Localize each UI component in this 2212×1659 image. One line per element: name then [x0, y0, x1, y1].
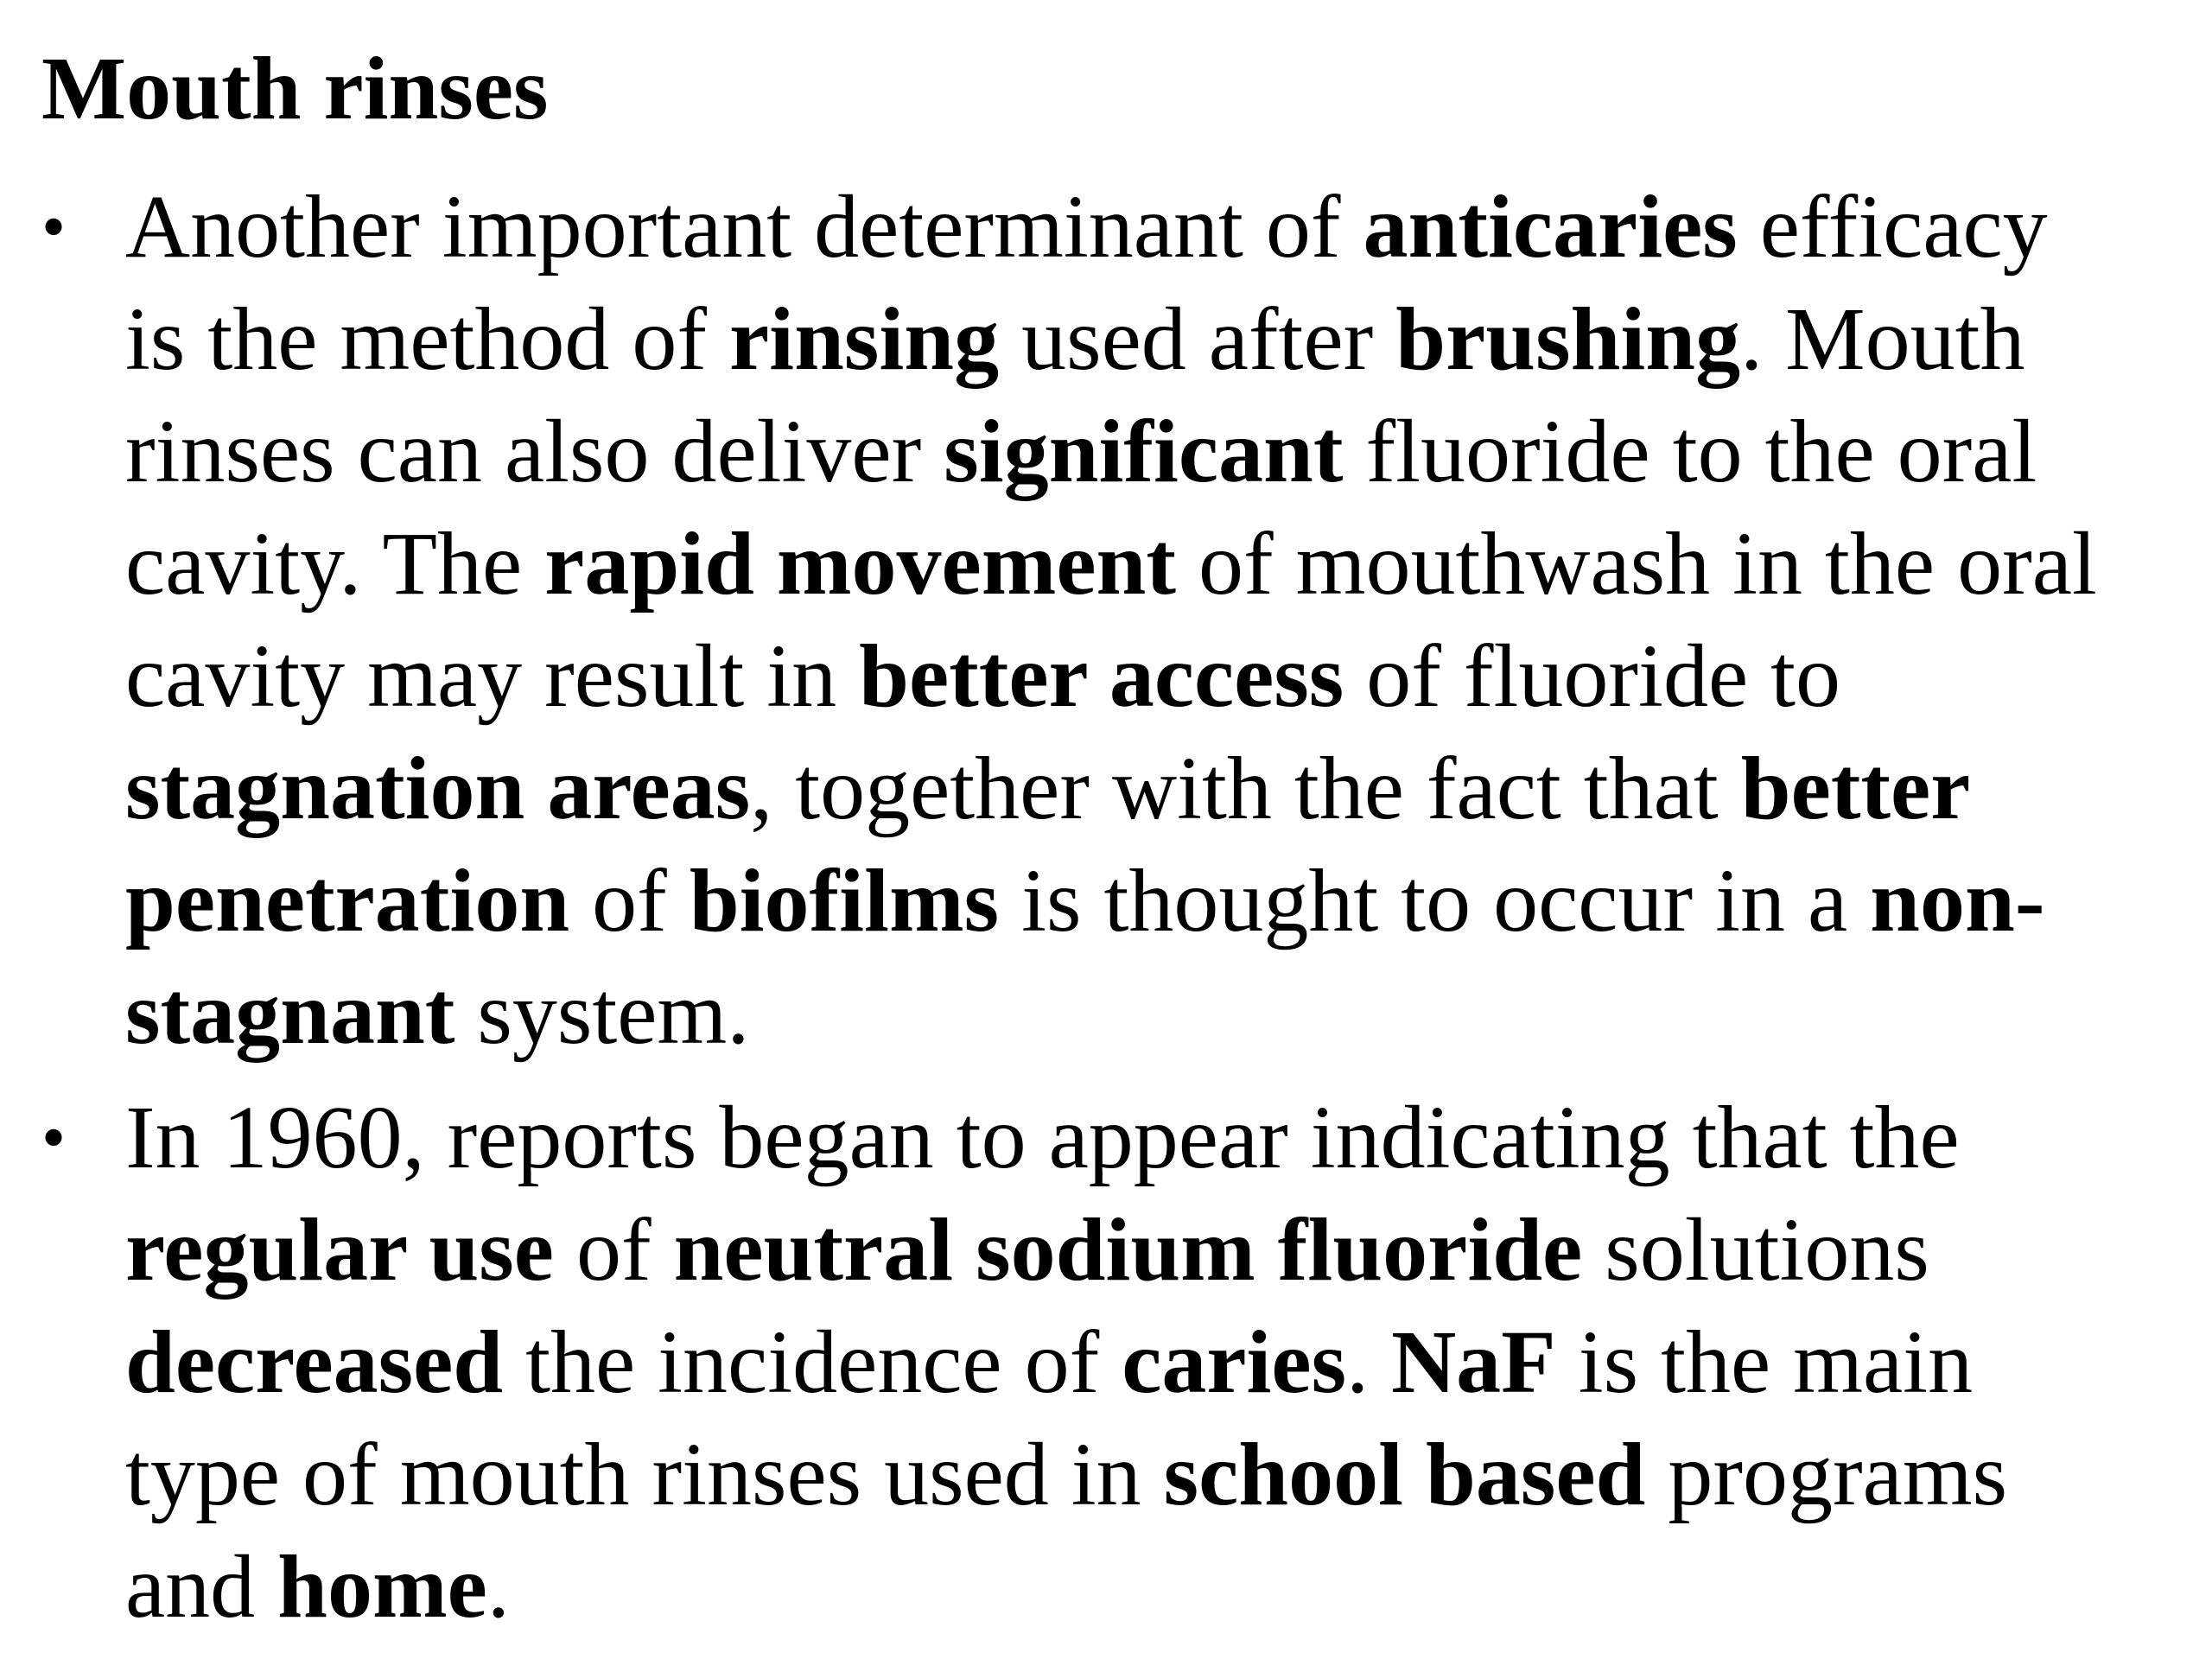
bold-term: anticaries	[1363, 177, 1738, 276]
text-line	[125, 1082, 2007, 1194]
text-run: is thought to occur in a	[999, 851, 1871, 950]
text-run: of mouthwash in the oral	[1175, 514, 2097, 613]
bullet-marker-icon: •	[41, 1100, 67, 1176]
bold-term: non-	[1870, 851, 2045, 950]
text-run: is the main	[1555, 1313, 1974, 1412]
bullet-text	[125, 1082, 2007, 1643]
slide-title: Mouth rinses	[41, 39, 549, 138]
text-line	[125, 1306, 2007, 1419]
text-run: system.	[454, 963, 750, 1063]
text-run: . Mouth	[1740, 289, 2025, 389]
bold-term: neutral sodium fluoride	[673, 1200, 1583, 1300]
bold-term: biofilms	[689, 851, 1000, 950]
bold-term: penetration	[125, 851, 570, 950]
text-run: .	[1346, 1313, 1392, 1412]
bold-term: stagnant	[125, 963, 455, 1063]
text-line	[125, 1194, 2007, 1306]
bold-term: caries	[1122, 1313, 1347, 1412]
text-line	[125, 845, 2097, 957]
text-run: used after	[999, 289, 1396, 389]
text-line	[125, 396, 2097, 508]
bold-term: rapid movement	[544, 514, 1176, 613]
bullet-text	[125, 171, 2097, 1070]
text-run: fluoride to the oral	[1343, 402, 2037, 501]
text-run: of	[553, 1200, 674, 1300]
bullet-marker-icon: •	[41, 189, 67, 265]
bold-term: brushing	[1395, 289, 1741, 389]
text-run: of fluoride to	[1344, 626, 1841, 726]
bold-term: significant	[944, 402, 1344, 501]
text-run: .	[486, 1537, 510, 1637]
bold-term: better access	[859, 626, 1344, 726]
text-run: cavity may result in	[125, 626, 860, 726]
text-line	[125, 171, 2097, 283]
text-run: of	[569, 851, 690, 950]
text-run: cavity. The	[125, 514, 545, 613]
text-run: the incidence of	[503, 1313, 1122, 1412]
text-run: Another important determinant of	[125, 177, 1363, 276]
text-run: is the method of	[125, 289, 730, 389]
text-line	[125, 733, 2097, 845]
bold-term: stagnation areas	[125, 739, 751, 838]
text-line	[125, 957, 2097, 1070]
text-line	[125, 620, 2097, 733]
bold-term: home	[277, 1537, 487, 1637]
text-run: programs	[1645, 1425, 2008, 1524]
text-run: and	[125, 1537, 278, 1637]
text-line	[125, 1419, 2007, 1531]
text-line	[125, 283, 2097, 396]
bold-term: better	[1740, 739, 1971, 838]
text-run: efficacy	[1737, 177, 2048, 276]
bold-term: regular use	[125, 1200, 554, 1300]
bold-term: decreased	[125, 1313, 504, 1412]
bold-term: NaF	[1391, 1313, 1556, 1412]
text-line	[125, 508, 2097, 620]
text-run: , together with the fact that	[750, 739, 1741, 838]
text-run: rinses can also deliver	[125, 402, 944, 501]
text-run: In 1960, reports began to appear indicating that the	[125, 1088, 1960, 1187]
text-line	[125, 1531, 2007, 1643]
bold-term: school based	[1163, 1425, 1646, 1524]
bold-term: rinsing	[729, 289, 1000, 389]
text-run: type of mouth rinses used in	[125, 1425, 1164, 1524]
text-run: solutions	[1582, 1200, 1929, 1300]
